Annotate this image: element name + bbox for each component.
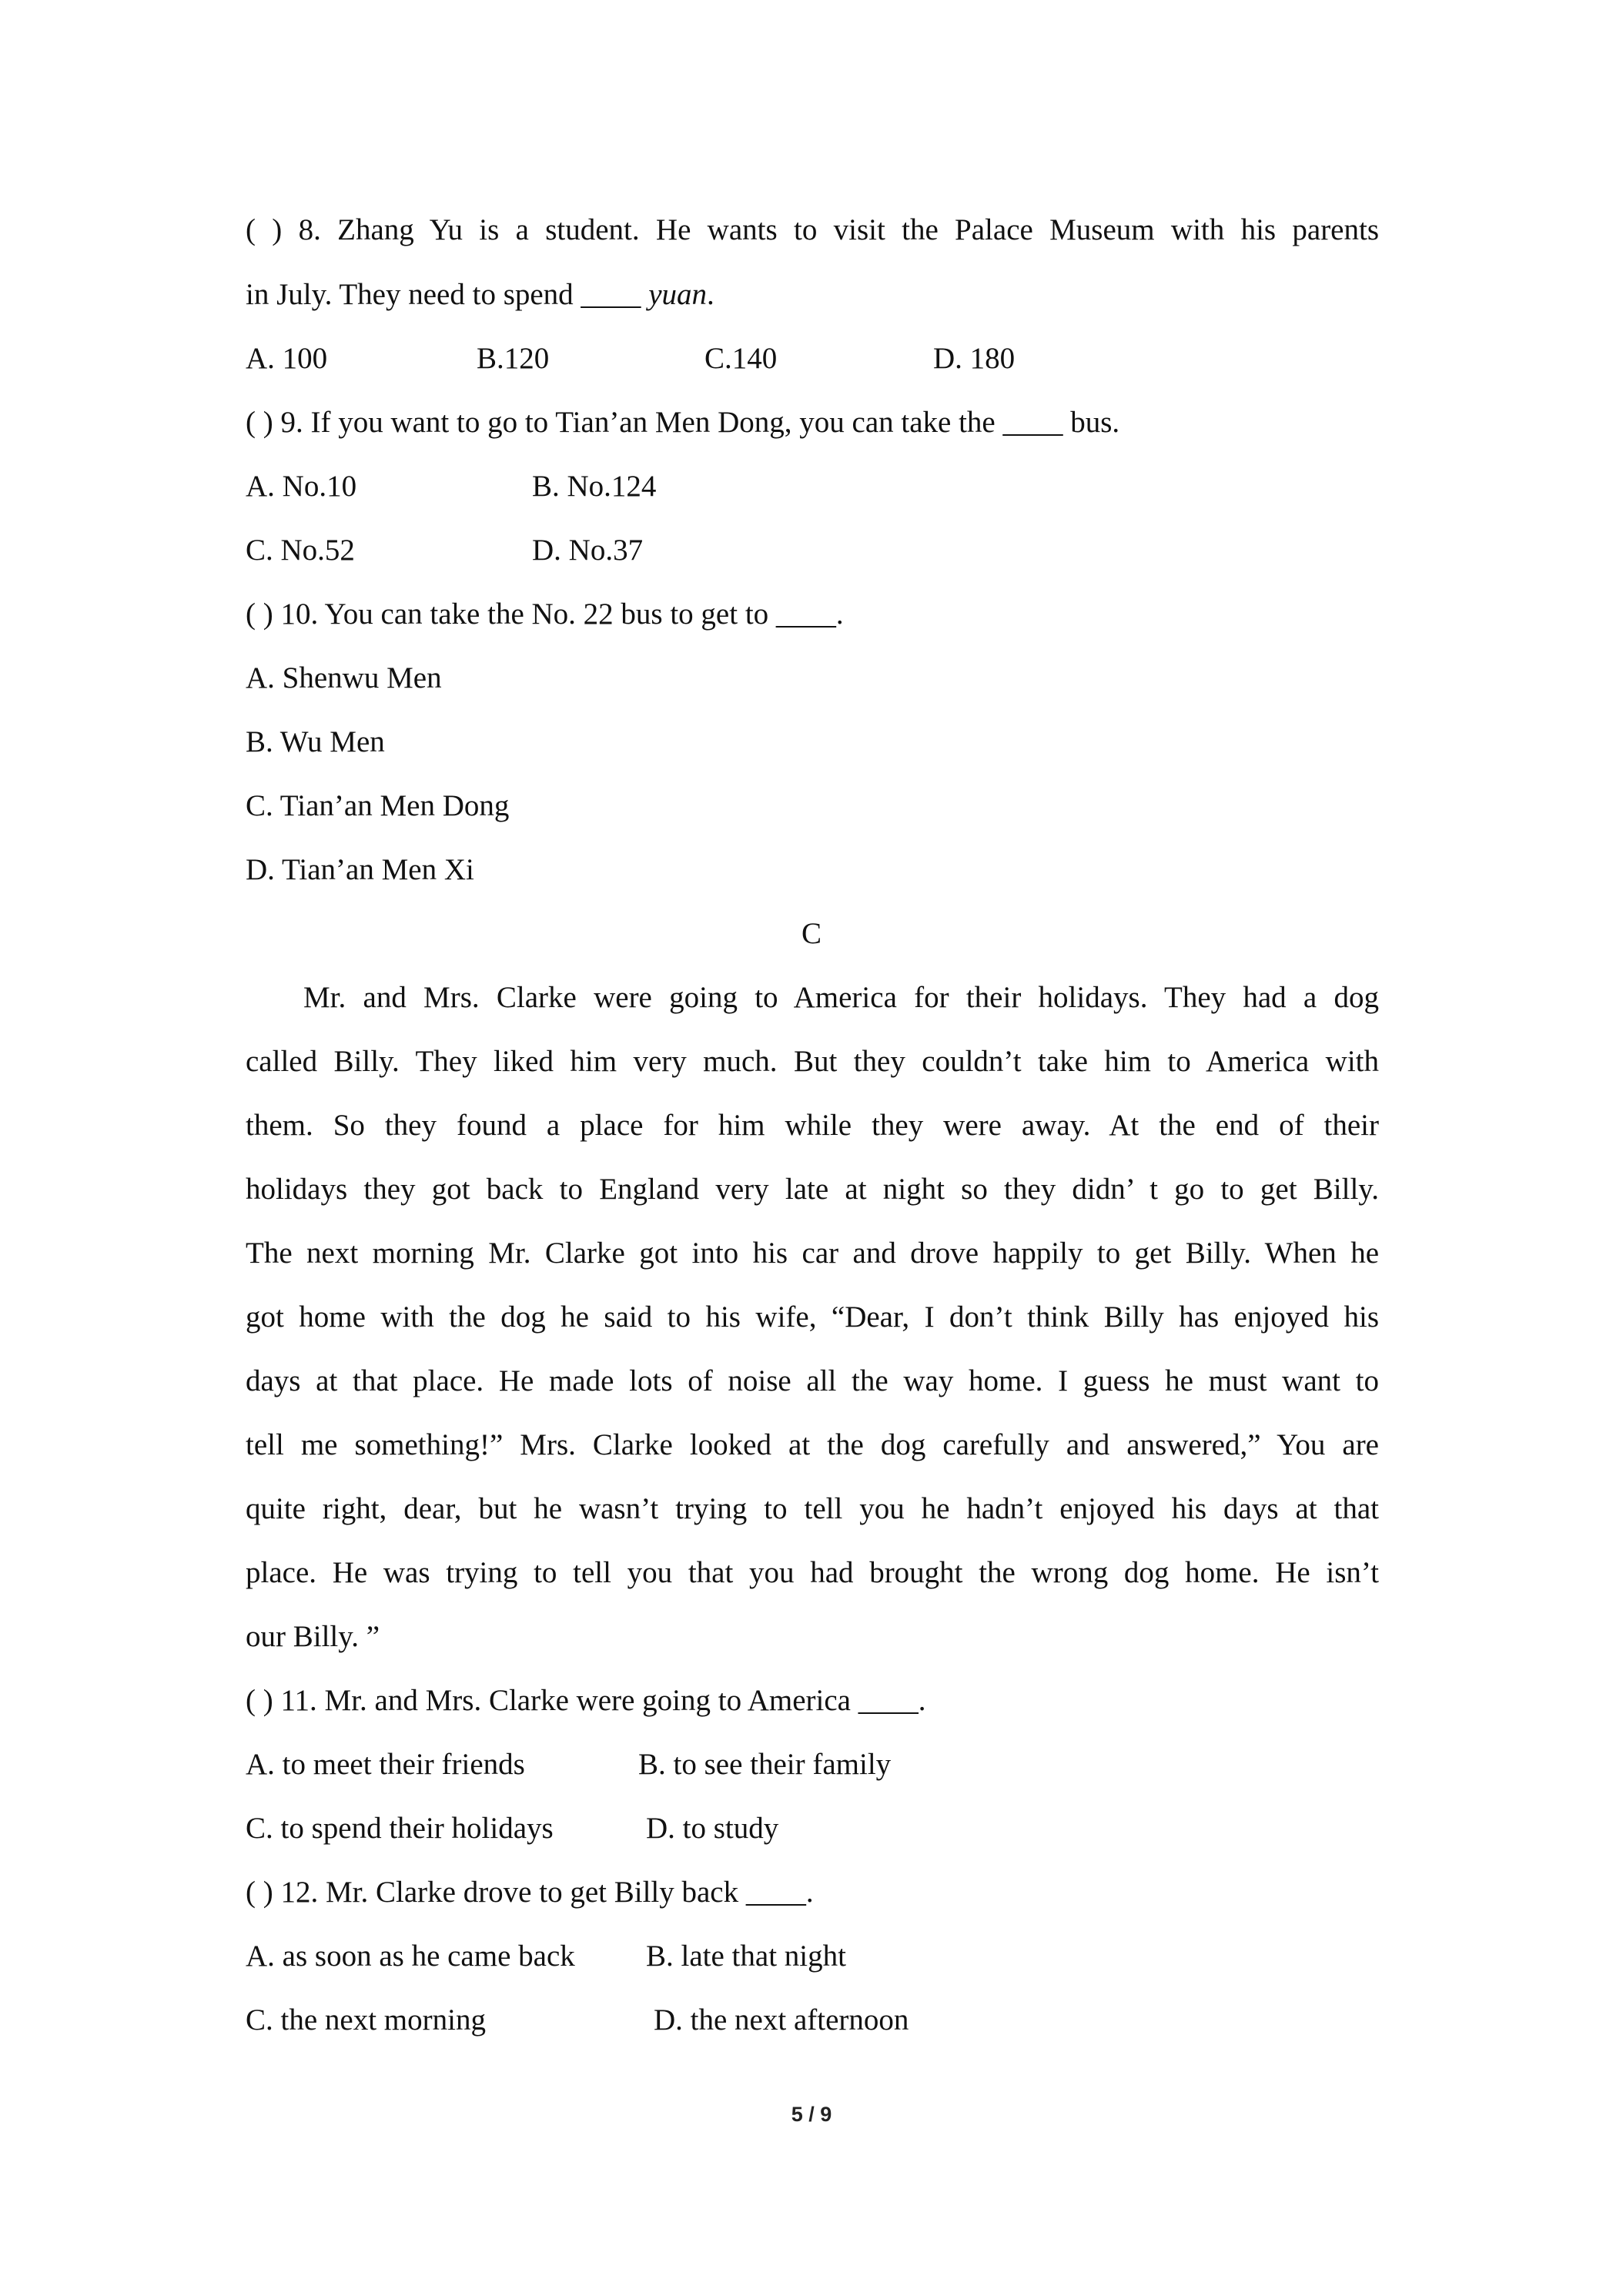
q12-option-a: A. as soon as he came back — [246, 1940, 575, 1973]
q10-option-c: C. Tian’an Men Dong — [246, 789, 510, 822]
q8-option-c: C.140 — [704, 342, 778, 375]
q11-stem: ( ) 11. Mr. and Mrs. Clarke were going to America ____. — [246, 1684, 926, 1717]
passage-line-4: holidays they got back to England very late at night so they didn’ t go to get Billy. — [246, 1173, 1379, 1206]
passage-line-7: days at that place. He made lots of noise all the way home. I guess he must want to — [246, 1364, 1379, 1397]
q8-stem-line-2-end: . — [707, 278, 714, 311]
q10-option-b: B. Wu Men — [246, 725, 385, 758]
q12-option-c: C. the next morning — [246, 2003, 486, 2037]
q11-option-d: D. to study — [646, 1812, 779, 1845]
q8-option-d: D. 180 — [933, 342, 1016, 375]
q9-option-c: C. No.52 — [246, 534, 355, 567]
passage-line-9: quite right, dear, but he wasn’t trying to tell you he hadn’t enjoyed his days at that — [246, 1492, 1379, 1525]
passage-line-6: got home with the dog he said to his wife, “Dear, I don’t think Billy has enjoyed his — [246, 1300, 1379, 1334]
q8-option-a: A. 100 — [246, 342, 328, 375]
q9-option-d: D. No.37 — [532, 534, 644, 567]
passage-line-11: our Billy. ” — [246, 1620, 380, 1653]
q8-unit-yuan: yuan — [648, 278, 707, 311]
q11-option-a: A. to meet their friends — [246, 1748, 525, 1781]
passage-line-1: Mr. and Mrs. Clarke were going to America for their holidays. They had a dog — [303, 981, 1379, 1014]
q9-option-b: B. No.124 — [532, 470, 657, 503]
q10-option-d: D. Tian’an Men Xi — [246, 853, 474, 886]
q8-option-b: B.120 — [477, 342, 550, 375]
q11-option-c: C. to spend their holidays — [246, 1812, 554, 1845]
passage-line-8: tell me something!” Mrs. Clarke looked at the dog carefully and answered,” You are — [246, 1428, 1379, 1461]
q12-stem: ( ) 12. Mr. Clarke drove to get Billy back ____. — [246, 1876, 814, 1909]
passage-line-5: The next morning Mr. Clarke got into his car and drove happily to get Billy. When he — [246, 1237, 1379, 1270]
page-number: 5 / 9 — [791, 2103, 832, 2126]
q8-stem-line-2 — [246, 275, 714, 315]
q9-option-a: A. No.10 — [246, 470, 357, 503]
passage-line-3: them. So they found a place for him while they were away. At the end of their — [246, 1109, 1379, 1142]
q10-option-a: A. Shenwu Men — [246, 661, 442, 694]
q12-option-d: D. the next afternoon — [654, 2003, 909, 2037]
q10-stem: ( ) 10. You can take the No. 22 bus to get to ____. — [246, 597, 844, 631]
section-c-heading: C — [801, 917, 822, 950]
q8-stem-line-1: ( ) 8. Zhang Yu is a student. He wants to visit the Palace Museum with his parents — [246, 213, 1379, 246]
q12-option-b: B. late that night — [646, 1940, 846, 1973]
passage-line-2: called Billy. They liked him very much. But they couldn’t take him to America with — [246, 1045, 1379, 1078]
q11-option-b: B. to see their family — [638, 1748, 892, 1781]
q9-stem: ( ) 9. If you want to go to Tian’an Men Dong, you can take the ____ bus. — [246, 406, 1120, 439]
passage-line-10: place. He was trying to tell you that you had brought the wrong dog home. He isn’t — [246, 1556, 1379, 1589]
q8-stem-line-2-text: in July. They need to spend ____ — [246, 278, 649, 311]
